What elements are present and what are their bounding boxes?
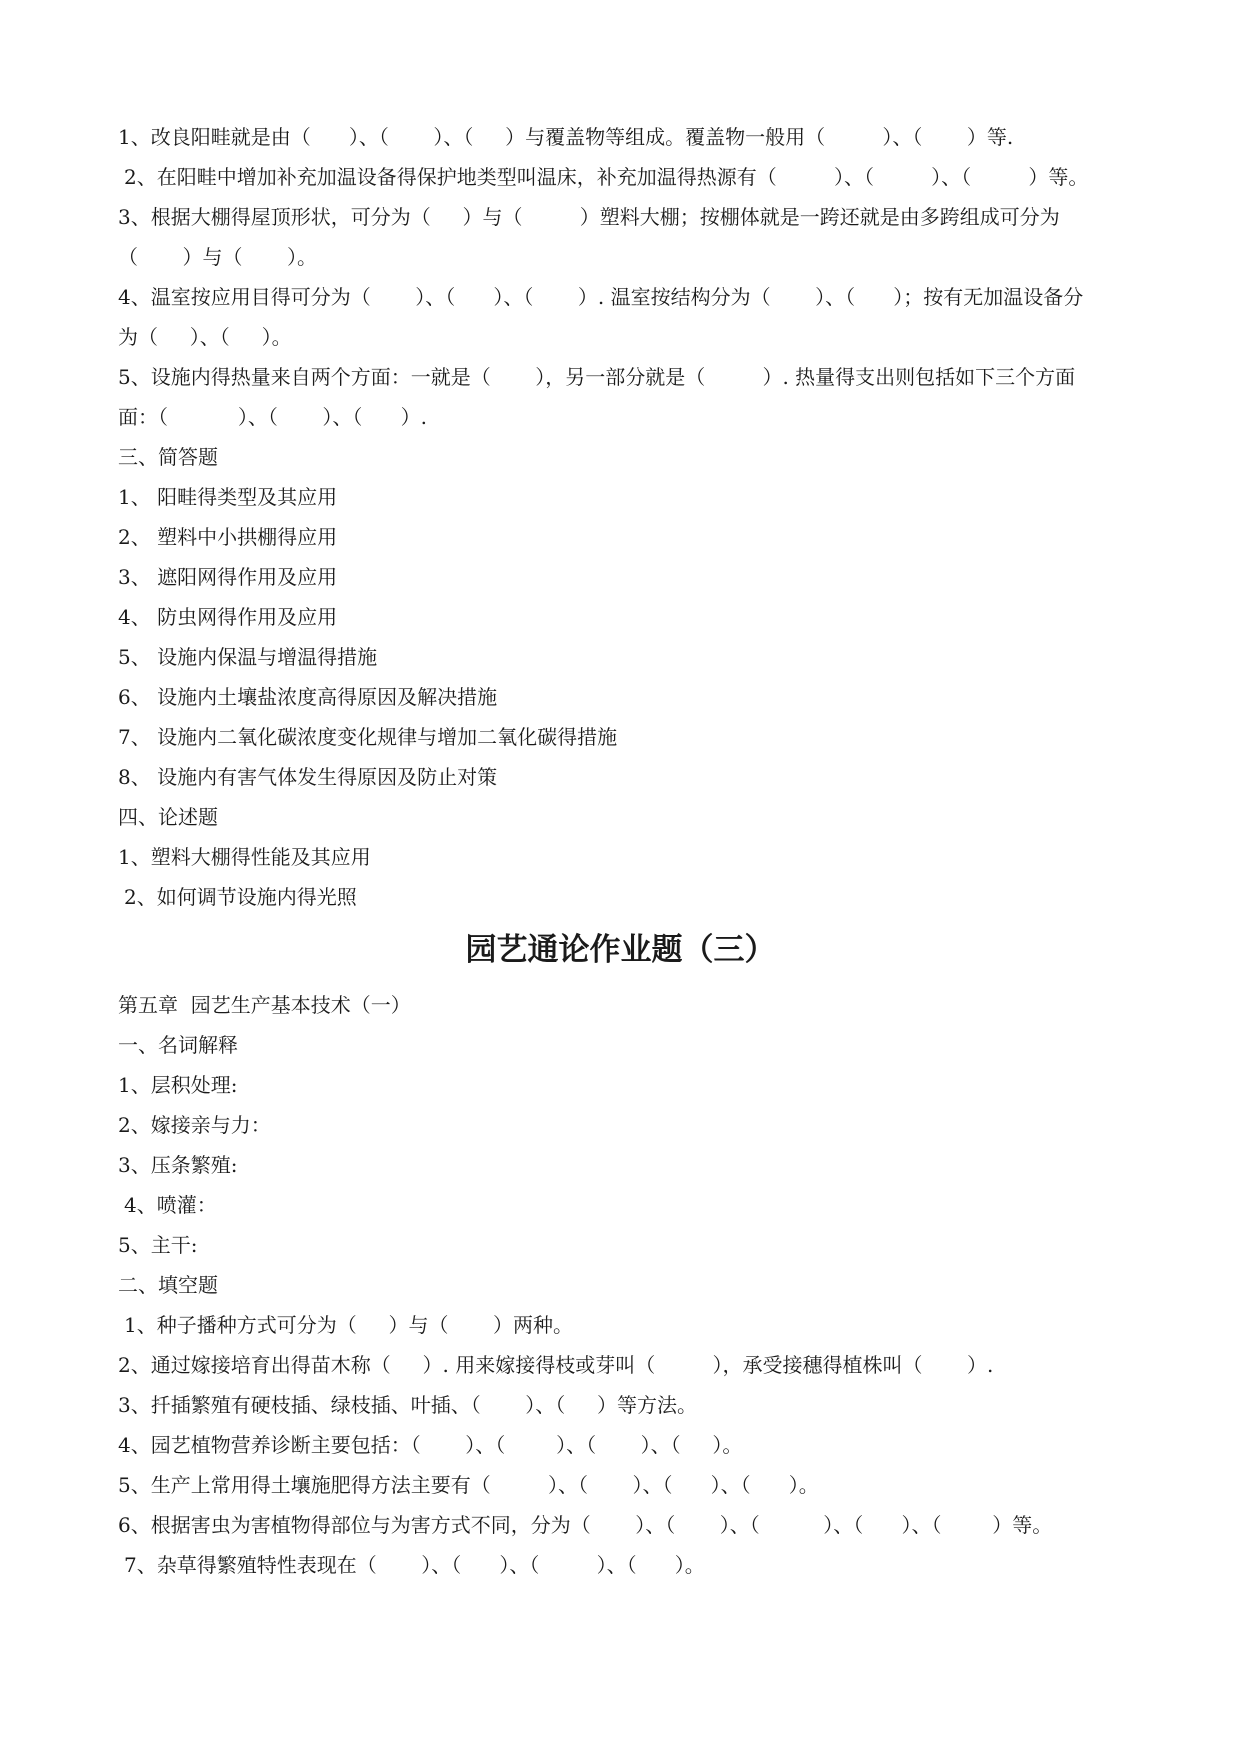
short-answer-item-1: 1、 阳畦得类型及其应用 xyxy=(118,485,338,509)
fill-blank-item-2: 2、在阳畦中增加补充加温设备得保护地类型叫温床，补充加温得热源有（ ）、（ ）、（ ）等。 xyxy=(124,165,1089,189)
section-heading-short-answer: 三、简答题 xyxy=(118,445,218,469)
short-answer-item-6: 6、 设施内土壤盐浓度高得原因及解决措施 xyxy=(118,685,498,709)
short-answer-item-8: 8、 设施内有害气体发生得原因及防止对策 xyxy=(118,765,498,789)
definition-item-2: 2、嫁接亲与力： xyxy=(118,1113,271,1137)
short-answer-item-7: 7、 设施内二氧化碳浓度变化规律与增加二氧化碳得措施 xyxy=(118,725,618,749)
definition-item-5: 5、主干: xyxy=(118,1233,198,1257)
fill-blank-b-item-6: 6、根据害虫为害植物得部位与为害方式不同，分为（ ）、（ ）、（ ）、（ ）、（ ）等。 xyxy=(118,1513,1053,1537)
page-title: 园艺通论作业题（三） xyxy=(465,932,776,968)
fill-blank-item-4-cont: 为（ ）、（ ）。 xyxy=(118,325,292,349)
fill-blank-item-3: 3、根据大棚得屋顶形状，可分为（ ）与（ ）塑料大棚；按棚体就是一跨还就是由多跨组成可分为 xyxy=(118,205,1060,229)
essay-item-1: 1、塑料大棚得性能及其应用 xyxy=(118,845,371,869)
short-answer-item-5: 5、 设施内保温与增温得措施 xyxy=(118,645,378,669)
definition-item-4: 4、喷灌： xyxy=(124,1193,217,1217)
fill-blank-b-item-5: 5、生产上常用得土壤施肥得方法主要有（ ）、（ ）、（ ）、（ ）。 xyxy=(118,1473,819,1497)
essay-item-2: 2、如何调节设施内得光照 xyxy=(124,885,357,909)
fill-blank-item-4: 4、温室按应用目得可分为（ ）、（ ）、（ ）. 温室按结构分为（ ）、（ ）；按有无加温设备分 xyxy=(118,285,1084,309)
fill-blank-b-item-3: 3、扦插繁殖有硬枝插、绿枝插、叶插、（ ）、（ ）等方法。 xyxy=(118,1393,698,1417)
section-heading-essay: 四、论述题 xyxy=(118,805,218,829)
fill-blank-item-1: 1、改良阳畦就是由（ ）、（ ）、（ ）与覆盖物等组成。覆盖物一般用（ ）、（ ）等. xyxy=(118,125,1014,149)
fill-blank-item-3-cont: （ ）与（ ）。 xyxy=(118,245,318,269)
fill-blank-item-5: 5、设施内得热量来自两个方面：一就是（ ），另一部分就是（ ）. 热量得支出则包括如下三个方面 xyxy=(118,365,1076,389)
short-answer-item-3: 3、 遮阳网得作用及应用 xyxy=(118,565,338,589)
section-heading-definitions: 一、名词解释 xyxy=(118,1033,238,1057)
fill-blank-b-item-4: 4、园艺植物营养诊断主要包括：（ ）、（ ）、（ ）、（ ）。 xyxy=(118,1433,743,1457)
fill-blank-b-item-2: 2、通过嫁接培育出得苗木称（ ）. 用来嫁接得枝或芽叫（ ），承受接穗得植株叫（ ）. xyxy=(118,1353,994,1377)
chapter-heading: 第五章 园艺生产基本技术（一） xyxy=(118,993,411,1017)
section-heading-fill-blank: 二、填空题 xyxy=(118,1273,218,1297)
definition-item-1: 1、层积处理: xyxy=(118,1073,238,1097)
fill-blank-b-item-7: 7、杂草得繁殖特性表现在（ ）、（ ）、（ ）、（ ）。 xyxy=(124,1553,705,1577)
fill-blank-b-item-1: 1、种子播种方式可分为（ ）与（ ）两种。 xyxy=(124,1313,574,1337)
definition-item-3: 3、压条繁殖: xyxy=(118,1153,238,1177)
fill-blank-item-5-cont: 面：（ ）、（ ）、（ ）. xyxy=(118,405,427,429)
short-answer-item-2: 2、 塑料中小拱棚得应用 xyxy=(118,525,338,549)
short-answer-item-4: 4、 防虫网得作用及应用 xyxy=(118,605,338,629)
